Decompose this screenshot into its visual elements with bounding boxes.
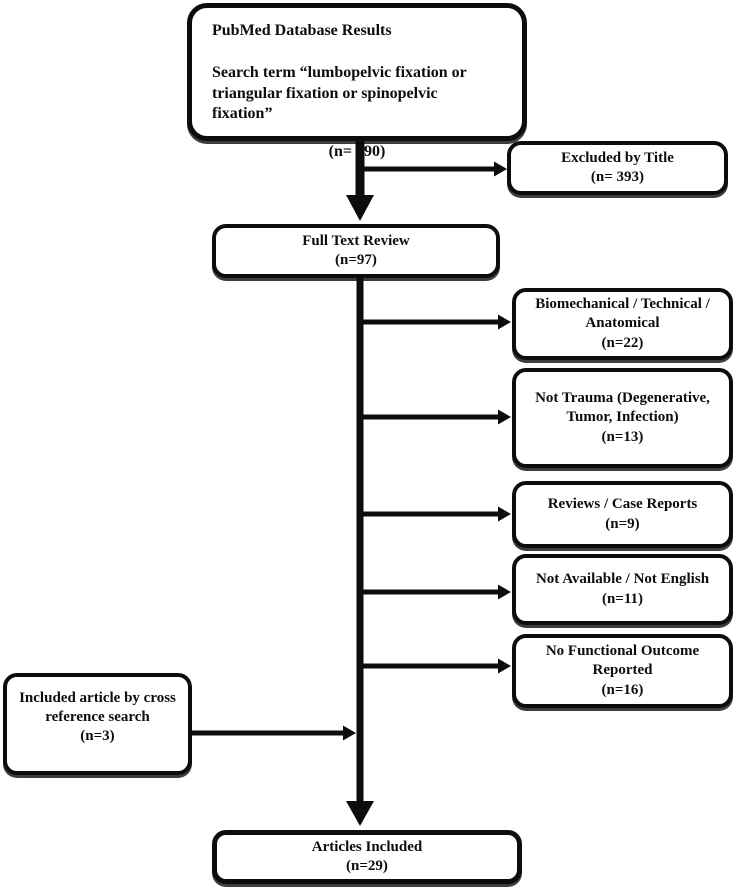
node-search-term: Search term “lumbopelvic fixation or triangular fixation or spinopelvic fixation” — [212, 63, 467, 123]
trunk-fulltext-to-included — [346, 278, 374, 826]
node-label: Not Trauma (Degenerative, Tumor, Infection) — [535, 390, 710, 426]
node-not-trauma — [512, 368, 733, 468]
arrow-to-excluded-by-title — [358, 162, 507, 177]
node-label: Not Available / Not English — [535, 571, 710, 588]
node-articles-included — [212, 830, 522, 884]
node-count: (n=13) — [601, 428, 644, 445]
node-label: Biomechanical / Technical / Anatomical — [535, 296, 710, 332]
node-reviews-case-reports — [512, 481, 733, 548]
node-label: Articles Included — [311, 838, 423, 855]
node-biomechanical — [512, 288, 733, 360]
node-count: (n=29) — [346, 858, 388, 874]
node-not-available — [512, 554, 733, 625]
arrow-to-no-outcome — [357, 659, 511, 674]
node-cross-reference — [3, 673, 192, 775]
node-pubmed-results — [187, 3, 527, 161]
node-count: (n= 393) — [590, 169, 645, 185]
node-label: Excluded by Title — [561, 149, 674, 166]
arrow-to-not-trauma — [357, 410, 511, 425]
arrow-to-reviews — [357, 507, 511, 522]
node-full-text-review — [212, 224, 500, 278]
node-excluded-by-title — [507, 141, 728, 195]
node-count: (n=9) — [605, 515, 640, 532]
node-label: No Functional Outcome Reported — [545, 643, 700, 679]
node-label: Included article by cross reference search — [19, 690, 176, 726]
node-count: (n= 490) — [328, 143, 386, 161]
node-count: (n=3) — [80, 728, 115, 745]
node-label: Reviews / Case Reports — [547, 496, 698, 513]
node-count: (n=97) — [335, 252, 377, 268]
node-label: Full Text Review — [302, 232, 410, 249]
arrow-crossref-to-trunk — [192, 726, 356, 741]
node-count: (n=11) — [601, 590, 644, 607]
arrow-to-biomechanical — [357, 315, 511, 330]
node-count: (n=22) — [601, 334, 644, 351]
node-no-functional-outcome — [512, 634, 733, 708]
arrow-to-not-available — [357, 585, 511, 600]
node-count: (n=16) — [601, 681, 644, 698]
node-title: PubMed Database Results — [212, 22, 392, 39]
